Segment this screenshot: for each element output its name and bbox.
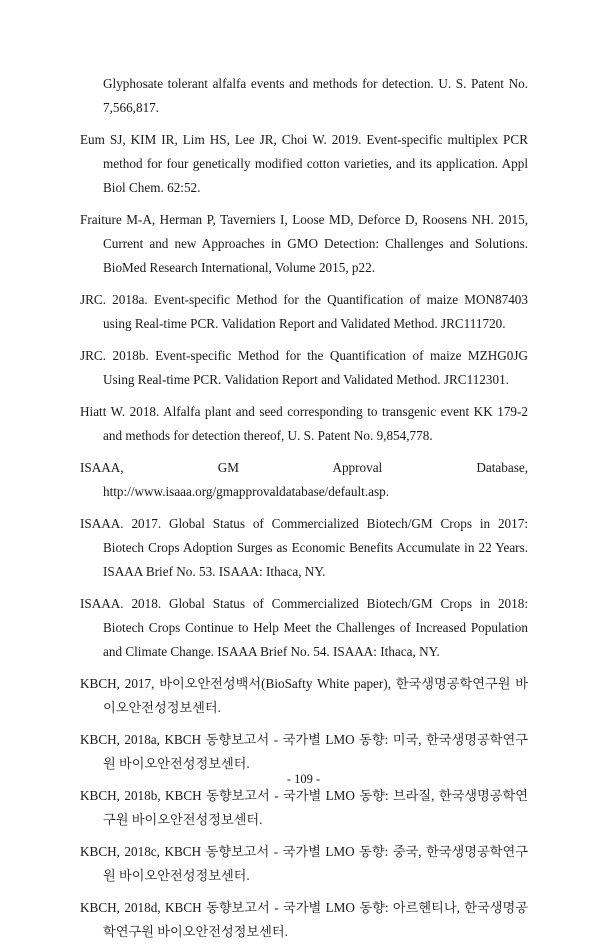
reference-entry: KBCH, 2018b, KBCH 동향보고서 - 국가별 LMO 동향: 브라질, 한국생명공학연구원 바이오안전성정보센터. (80, 788, 528, 827)
reference-list (80, 72, 528, 952)
reference-entry: JRC. 2018a. Event-specific Method for the Quantification of maize MON87403 using Real-time PCR. Validation Report and Validated Method. JRC111720. (80, 292, 528, 331)
reference-entry: KBCH, 2018c, KBCH 동향보고서 - 국가별 LMO 동향: 중국, 한국생명공학연구원 바이오안전성정보센터. (80, 844, 528, 883)
page-number: - 109 - (286, 772, 321, 786)
reference-entry: Eum SJ, KIM IR, Lim HS, Lee JR, Choi W. 2019. Event-specific multiplex PCR method for four genetically modified cotton varieties, and its application. Appl Biol Chem. 62:52. (80, 132, 528, 195)
reference-entry: Fraiture M-A, Herman P, Taverniers I, Loose MD, Deforce D, Roosens NH. 2015, Current and new Approaches in GMO Detection: Challenges and Solutions. BioMed Research International, Volume 2015, p22. (80, 212, 528, 275)
reference-entry: KBCH, 2018a, KBCH 동향보고서 - 국가별 LMO 동향: 미국, 한국생명공학연구원 바이오안전성정보센터. (80, 732, 528, 771)
reference-entry: KBCH, 2017, 바이오안전성백서(BioSafty White paper), 한국생명공학연구원 바이오안전성정보센터. (80, 676, 528, 715)
reference-entry: ISAAA, GM Approval Database, http://www.isaaa.org/gmapprovaldatabase/default.asp. (80, 460, 528, 499)
reference-entry: KBCH, 2018d, KBCH 동향보고서 - 국가별 LMO 동향: 아르헨티나, 한국생명공학연구원 바이오안전성정보센터. (80, 900, 528, 939)
reference-entry: ISAAA. 2018. Global Status of Commercialized Biotech/GM Crops in 2018: Biotech Crops Continue to Help Meet the Challenges of Increased Population and Climate Change. ISAAA Brief No. 54. ISAAA: Ithaca, NY. (80, 596, 528, 659)
reference-entry: JRC. 2018b. Event-specific Method for the Quantification of maize MZHG0JG Using Real-time PCR. Validation Report and Validated Method. JRC112301. (80, 348, 528, 387)
reference-entry: Hiatt W. 2018. Alfalfa plant and seed corresponding to transgenic event KK 179-2 and methods for detection thereof, U. S. Patent No. 9,854,778. (80, 404, 528, 443)
reference-entry: Glyphosate tolerant alfalfa events and methods for detection. U. S. Patent No. 7,566,817. (103, 76, 528, 115)
reference-entry: ISAAA. 2017. Global Status of Commercialized Biotech/GM Crops in 2017: Biotech Crops Adoption Surges as Economic Benefits Accumulate in 22 Years. ISAAA Brief No. 53. ISAAA: Ithaca, NY. (80, 516, 528, 579)
